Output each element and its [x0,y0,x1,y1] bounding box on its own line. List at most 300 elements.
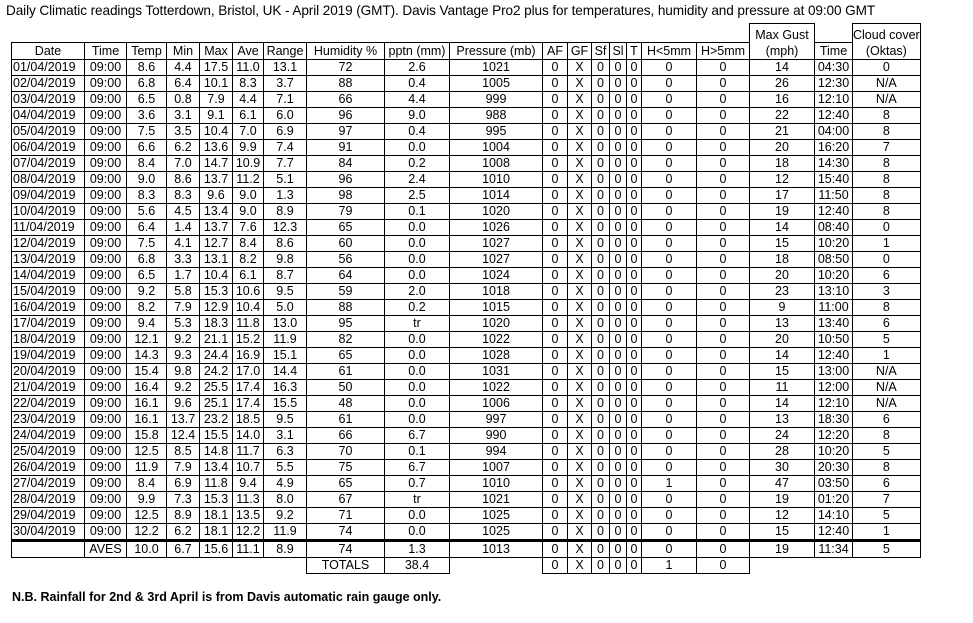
cell-max: 25.1 [200,395,233,411]
cell-af: 0 [543,187,568,203]
cell-pptn: 0.0 [385,411,450,427]
cell-gust-time: 11:00 [815,299,853,315]
cell-max: 14.7 [200,155,233,171]
cell-max: 9.6 [200,187,233,203]
cell-ave: 17.4 [233,379,264,395]
cell-date: 23/04/2019 [12,411,85,427]
cell-temp: 8.3 [127,187,167,203]
cell-cloud-cover: 8 [853,155,921,171]
cell-min: 4.4 [167,59,200,75]
header-temp: Temp [127,42,167,59]
cell-af: 0 [543,139,568,155]
cell-pressure: 1014 [450,187,543,203]
cell-time: 09:00 [85,267,127,283]
cell-hail-over-5mm: 0 [697,475,750,491]
cell-hail-over-5mm: 0 [697,251,750,267]
cell-date: 25/04/2019 [12,443,85,459]
cell-cloud-cover: 0 [853,219,921,235]
cell-sf: 0 [592,363,610,379]
cell-max-gust: 11 [750,379,815,395]
cell-min: 1.4 [167,219,200,235]
cell-temp: 3.6 [127,107,167,123]
cell-pptn: tr [385,315,450,331]
cell-time: 09:00 [85,347,127,363]
cell-humidity: 91 [307,139,385,155]
cell-hail-over-5mm: 0 [697,443,750,459]
cell-af: 0 [543,395,568,411]
table-row [12,235,921,251]
cell-pressure: 990 [450,427,543,443]
cell-af: 0 [543,475,568,491]
cell-min: 5.8 [167,283,200,299]
cell-min: 12.4 [167,427,200,443]
cell-min: 9.2 [167,379,200,395]
cell-pptn: 0.7 [385,475,450,491]
cell-gust-time: 14:30 [815,155,853,171]
cell-range: 13.1 [264,59,307,75]
cell-max: 13.7 [200,171,233,187]
cell-t: 0 [627,395,642,411]
header-sf: Sf [592,42,610,59]
cell-date: 30/04/2019 [12,523,85,540]
cell-date: 12/04/2019 [12,235,85,251]
cell-hail-over-5mm: 0 [697,427,750,443]
cell-sl: 0 [610,187,627,203]
cell-hail-over-5mm: 0 [697,299,750,315]
cell-pressure: 1021 [450,491,543,507]
cell-gf: X [568,107,592,123]
cell-hail-under-5mm: 0 [642,411,697,427]
header-range: Range [264,42,307,59]
cell-cloud-cover: 6 [853,267,921,283]
daily-rows [12,59,921,540]
cell-af: 0 [543,219,568,235]
cell-humidity: 56 [307,251,385,267]
cell-sf: 0 [592,315,610,331]
cell-pptn: 2.4 [385,171,450,187]
cell-date: 01/04/2019 [12,59,85,75]
cell-range: 3.7 [264,75,307,91]
cell-af: 0 [543,315,568,331]
cell-max-gust: 14 [750,219,815,235]
cell-gust-time: 12:10 [815,91,853,107]
header-gust-unit: (mph) [750,42,815,59]
header-spacer [12,24,750,43]
cell-t: 0 [627,187,642,203]
cell-pptn: 9.0 [385,107,450,123]
cell-pptn: 0.0 [385,379,450,395]
cell-sf: 0 [592,123,610,139]
cell-sf: 0 [592,395,610,411]
cell-gust-time: 10:20 [815,235,853,251]
cell-hail-under-5mm: 1 [642,475,697,491]
cell-ave: 9.4 [233,475,264,491]
cell-temp: 9.2 [127,283,167,299]
cell-humidity: 64 [307,267,385,283]
cell-gust-time: 11:50 [815,187,853,203]
cell-ave: 9.9 [233,139,264,155]
cell-temp: 8.4 [127,475,167,491]
cell-gf: X [568,315,592,331]
cell-pressure: 995 [450,123,543,139]
cell-pptn: 0.0 [385,347,450,363]
cell-hail-over-5mm: 0 [697,283,750,299]
cell-hail-under-5mm: 0 [642,59,697,75]
cell-ave: 16.9 [233,347,264,363]
aves-af: 0 [543,540,568,557]
cell-temp: 9.0 [127,171,167,187]
cell-time: 09:00 [85,475,127,491]
cell-max-gust: 20 [750,139,815,155]
cell-humidity: 72 [307,59,385,75]
cell-cloud-cover: 5 [853,507,921,523]
cell-humidity: 88 [307,299,385,315]
cell-pressure: 1025 [450,523,543,540]
cell-gust-time: 03:50 [815,475,853,491]
cell-t: 0 [627,363,642,379]
cell-range: 9.5 [264,283,307,299]
cell-hail-under-5mm: 0 [642,187,697,203]
cell-max: 18.1 [200,523,233,540]
table-row [12,427,921,443]
cell-range: 14.4 [264,363,307,379]
cell-pressure: 997 [450,411,543,427]
cell-af: 0 [543,155,568,171]
cell-ave: 10.7 [233,459,264,475]
cell-hail-over-5mm: 0 [697,395,750,411]
aves-ave: 11.1 [233,540,264,557]
cell-pptn: 0.0 [385,139,450,155]
cell-pressure: 1028 [450,347,543,363]
cell-date: 11/04/2019 [12,219,85,235]
cell-gf: X [568,187,592,203]
cell-min: 7.0 [167,155,200,171]
cell-date: 27/04/2019 [12,475,85,491]
cell-sl: 0 [610,171,627,187]
cell-humidity: 74 [307,523,385,540]
cell-max-gust: 19 [750,203,815,219]
cell-temp: 16.4 [127,379,167,395]
cell-pressure: 1022 [450,379,543,395]
cell-hail-over-5mm: 0 [697,235,750,251]
cell-ave: 8.4 [233,235,264,251]
header-spacer-2 [815,24,853,43]
aves-hail-under-5mm: 0 [642,540,697,557]
totals-t: 0 [627,557,642,573]
cell-max-gust: 16 [750,91,815,107]
cell-max-gust: 21 [750,123,815,139]
aves-sl: 0 [610,540,627,557]
cell-hail-under-5mm: 0 [642,427,697,443]
cell-hail-under-5mm: 0 [642,235,697,251]
cell-max: 18.3 [200,315,233,331]
cell-pptn: 0.1 [385,443,450,459]
cell-sf: 0 [592,107,610,123]
cell-ave: 10.6 [233,283,264,299]
cell-ave: 11.0 [233,59,264,75]
cell-af: 0 [543,267,568,283]
cell-max-gust: 26 [750,75,815,91]
cell-temp: 15.8 [127,427,167,443]
cell-humidity: 71 [307,507,385,523]
cell-pressure: 1027 [450,235,543,251]
cell-ave: 6.1 [233,107,264,123]
cell-max-gust: 14 [750,59,815,75]
cell-time: 09:00 [85,491,127,507]
table-row [12,59,921,75]
cell-hail-over-5mm: 0 [697,155,750,171]
aves-hail-over-5mm: 0 [697,540,750,557]
table-row [12,203,921,219]
cell-pressure: 1020 [450,315,543,331]
cell-pptn: 0.0 [385,523,450,540]
cell-pressure: 1006 [450,395,543,411]
cell-min: 3.1 [167,107,200,123]
cell-max-gust: 19 [750,491,815,507]
cell-range: 3.1 [264,427,307,443]
cell-max-gust: 18 [750,155,815,171]
cell-hail-under-5mm: 0 [642,155,697,171]
cell-ave: 11.7 [233,443,264,459]
aves-min: 6.7 [167,540,200,557]
cell-temp: 8.4 [127,155,167,171]
cell-time: 09:00 [85,379,127,395]
cell-cloud-cover: 8 [853,459,921,475]
cell-time: 09:00 [85,443,127,459]
cell-sf: 0 [592,171,610,187]
cell-hail-under-5mm: 0 [642,443,697,459]
aves-range: 8.9 [264,540,307,557]
cell-sf: 0 [592,267,610,283]
cell-humidity: 96 [307,107,385,123]
cell-min: 1.7 [167,267,200,283]
cell-gust-time: 13:10 [815,283,853,299]
cell-cloud-cover: 6 [853,475,921,491]
cell-date: 26/04/2019 [12,459,85,475]
cell-sf: 0 [592,299,610,315]
cell-sl: 0 [610,91,627,107]
cell-min: 6.2 [167,139,200,155]
cell-sf: 0 [592,507,610,523]
cell-range: 5.0 [264,299,307,315]
cell-temp: 7.5 [127,123,167,139]
cell-max-gust: 20 [750,331,815,347]
cell-pressure: 1020 [450,203,543,219]
cell-hail-over-5mm: 0 [697,171,750,187]
cell-humidity: 61 [307,363,385,379]
cell-ave: 11.8 [233,315,264,331]
cell-range: 8.9 [264,203,307,219]
cell-range: 12.3 [264,219,307,235]
page-title: Daily Climatic readings Totterdown, Bristol, UK - April 2019 (GMT). Davis Vantage Pro2 plus for temperatures, humidity and pressure at 09:00 GMT [6,3,876,18]
cell-ave: 8.2 [233,251,264,267]
cell-humidity: 98 [307,187,385,203]
cell-pptn: 6.7 [385,459,450,475]
cell-hail-over-5mm: 0 [697,379,750,395]
cell-time: 09:00 [85,283,127,299]
cell-gust-time: 12:40 [815,523,853,540]
cell-date: 16/04/2019 [12,299,85,315]
cell-date: 10/04/2019 [12,203,85,219]
cell-max-gust: 15 [750,523,815,540]
totals-blank [12,557,307,573]
cell-range: 8.6 [264,235,307,251]
cell-time: 09:00 [85,187,127,203]
cell-min: 7.9 [167,299,200,315]
cell-cloud-cover: 6 [853,315,921,331]
table-row [12,347,921,363]
cell-sf: 0 [592,379,610,395]
header-pptn: pptn (mm) [385,42,450,59]
cell-hail-under-5mm: 0 [642,91,697,107]
cell-af: 0 [543,299,568,315]
cell-cloud-cover: 6 [853,411,921,427]
cell-pptn: 0.2 [385,155,450,171]
header-max-gust: Max Gust [750,24,815,43]
cell-gust-time: 12:10 [815,395,853,411]
cell-sf: 0 [592,203,610,219]
cell-gf: X [568,363,592,379]
header-time: Time [85,42,127,59]
cell-cloud-cover: 1 [853,235,921,251]
cell-gust-time: 10:20 [815,443,853,459]
cell-t: 0 [627,475,642,491]
cell-sf: 0 [592,59,610,75]
cell-ave: 15.2 [233,331,264,347]
totals-blank-2 [450,557,543,573]
cell-pressure: 1007 [450,459,543,475]
cell-range: 15.5 [264,395,307,411]
cell-pptn: 4.4 [385,91,450,107]
header-sl: Sl [610,42,627,59]
cell-af: 0 [543,283,568,299]
cell-date: 13/04/2019 [12,251,85,267]
table-row [12,395,921,411]
cell-sl: 0 [610,427,627,443]
cell-temp: 9.4 [127,315,167,331]
cell-ave: 7.6 [233,219,264,235]
table-row [12,171,921,187]
cell-pptn: tr [385,491,450,507]
cell-gust-time: 12:40 [815,347,853,363]
cell-t: 0 [627,331,642,347]
cell-range: 15.1 [264,347,307,363]
cell-sf: 0 [592,411,610,427]
cell-sf: 0 [592,283,610,299]
cell-t: 0 [627,315,642,331]
cell-hail-under-5mm: 0 [642,219,697,235]
cell-max-gust: 23 [750,283,815,299]
cell-gust-time: 01:20 [815,491,853,507]
cell-pressure: 1027 [450,251,543,267]
cell-date: 07/04/2019 [12,155,85,171]
cell-hail-over-5mm: 0 [697,139,750,155]
cell-gust-time: 12:40 [815,203,853,219]
cell-time: 09:00 [85,507,127,523]
cell-sl: 0 [610,347,627,363]
cell-hail-under-5mm: 0 [642,491,697,507]
header-hail-under-5mm: H<5mm [642,42,697,59]
cell-min: 7.3 [167,491,200,507]
cell-hail-over-5mm: 0 [697,523,750,540]
cell-hail-under-5mm: 0 [642,347,697,363]
climate-table [11,23,921,574]
cell-t: 0 [627,155,642,171]
cell-t: 0 [627,203,642,219]
table-row [12,251,921,267]
cell-t: 0 [627,107,642,123]
cell-hail-under-5mm: 0 [642,299,697,315]
cell-max: 13.6 [200,139,233,155]
cell-af: 0 [543,91,568,107]
cell-gust-time: 12:20 [815,427,853,443]
cell-sl: 0 [610,283,627,299]
cell-sl: 0 [610,235,627,251]
cell-gf: X [568,523,592,540]
cell-gf: X [568,491,592,507]
cell-sf: 0 [592,443,610,459]
cell-gust-time: 14:10 [815,507,853,523]
cell-min: 3.3 [167,251,200,267]
cell-hail-over-5mm: 0 [697,267,750,283]
cell-cloud-cover: 8 [853,299,921,315]
cell-time: 09:00 [85,363,127,379]
cell-date: 02/04/2019 [12,75,85,91]
cell-cloud-cover: 0 [853,251,921,267]
cell-hail-under-5mm: 0 [642,331,697,347]
cell-pptn: 0.0 [385,251,450,267]
cell-af: 0 [543,123,568,139]
cell-gf: X [568,395,592,411]
cell-range: 8.0 [264,491,307,507]
cell-max: 23.2 [200,411,233,427]
cell-gust-time: 16:20 [815,139,853,155]
cell-max-gust: 9 [750,299,815,315]
cell-max: 13.4 [200,203,233,219]
table-row [12,155,921,171]
cell-sl: 0 [610,491,627,507]
cell-temp: 5.6 [127,203,167,219]
cell-humidity: 75 [307,459,385,475]
aves-max: 15.6 [200,540,233,557]
cell-max-gust: 20 [750,267,815,283]
cell-pressure: 1031 [450,363,543,379]
cell-hail-under-5mm: 0 [642,379,697,395]
cell-gust-time: 20:30 [815,459,853,475]
cell-sf: 0 [592,75,610,91]
cell-hail-under-5mm: 0 [642,123,697,139]
cell-humidity: 67 [307,491,385,507]
cell-ave: 13.5 [233,507,264,523]
cell-gust-time: 08:40 [815,219,853,235]
cell-af: 0 [543,235,568,251]
cell-hail-over-5mm: 0 [697,187,750,203]
cell-date: 05/04/2019 [12,123,85,139]
cell-gf: X [568,155,592,171]
cell-af: 0 [543,107,568,123]
cell-temp: 7.5 [127,235,167,251]
table-row [12,507,921,523]
cell-time: 09:00 [85,75,127,91]
cell-min: 3.5 [167,123,200,139]
cell-date: 06/04/2019 [12,139,85,155]
cell-gf: X [568,235,592,251]
cell-date: 04/04/2019 [12,107,85,123]
cell-range: 6.9 [264,123,307,139]
cell-hail-over-5mm: 0 [697,491,750,507]
cell-date: 28/04/2019 [12,491,85,507]
cell-gf: X [568,59,592,75]
